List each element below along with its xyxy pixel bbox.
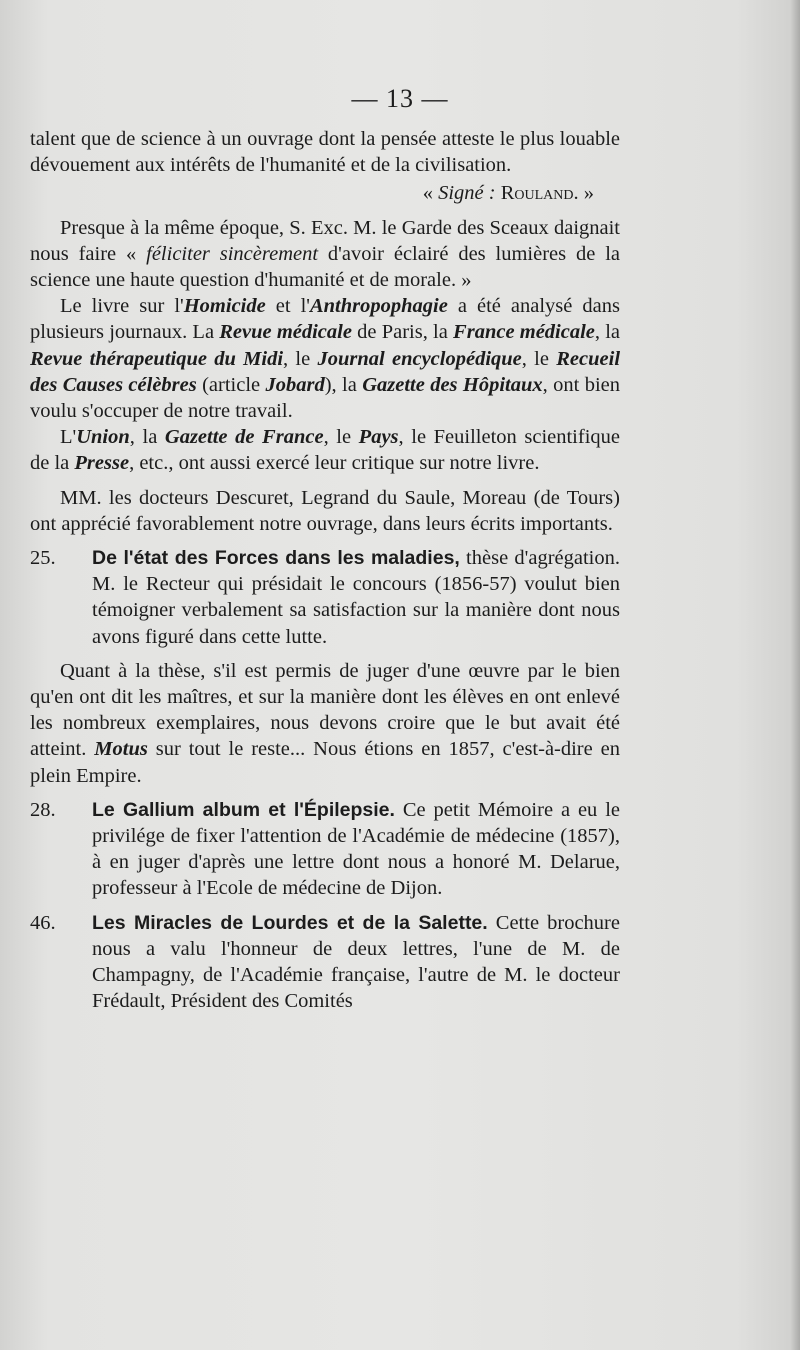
- signature-name: Rouland.: [500, 182, 579, 205]
- paragraph-garde-des-sceaux: Presque à la même époque, S. Exc. M. le Garde des Sceaux daignait nous faire « féliciter sincèrement d'avoir éclairé des lumières de la science une haute question d'humanité et de morale. »: [30, 216, 620, 292]
- paragraph-journaux: Le livre sur l'Homicide et l'Anthropophagie a été analysé dans plusieurs journaux. La Revue médicale de Paris, la France médicale, la Revue thérapeutique du Midi, le Journal encyclopédique, le Recueil des Causes célèbres (article Jobard), la Gazette des Hôpitaux, ont bien voulu s'occuper de notre travail.: [30, 295, 621, 423]
- paragraph-these: Quant à la thèse, s'il est permis de juger d'une œuvre par le bien qu'en ont dit les maîtres, et sur la manière dont les élèves en ont enlevé les nombreux exemplaires, nous devons croire que le but avait été atteint. Motus sur tout le reste... Nous étions en 1857, c'est-à-dire en plein Empire.: [30, 659, 620, 787]
- signature-line: « Signé : Rouland. »: [422, 182, 594, 205]
- item-number: 25.: [30, 547, 56, 570]
- list-item-28: 28. Le Gallium album et l'Épilepsie. Ce petit Mémoire a eu le privilége de fixer l'attention de l'Académie de médecine (1857), à en juger d'après une lettre dont nous a honoré M. Delarue, professeur à l'Ecole de médecine de Dijon.: [30, 798, 621, 900]
- paragraph-continuation: talent que de science à un ouvrage dont la pensée atteste le plus louable dévouement aux intérêts de l'humanité et de la civilisation.: [30, 128, 620, 177]
- item-title: De l'état des Forces dans les maladies,: [92, 547, 460, 570]
- item-number: 46.: [30, 911, 56, 934]
- paragraph-docteurs: MM. les docteurs Descuret, Legrand du Saule, Moreau (de Tours) ont apprécié favorablement notre ouvrage, dans leurs écrits importants.: [30, 486, 620, 535]
- signature-label: Signé :: [438, 182, 496, 205]
- item-title: Les Miracles de Lourdes et de la Salette.: [92, 911, 488, 934]
- item-number: 28.: [30, 798, 56, 821]
- page-number: — 13 —: [351, 84, 449, 113]
- paragraph-union: L'Union, la Gazette de France, le Pays, le Feuilleton scientifique de la Presse, etc., ont aussi exercé leur critique sur notre livre.: [30, 426, 620, 475]
- list-item-25: 25. De l'état des Forces dans les maladies, thèse d'agrégation. M. le Recteur qui présidait le concours (1856-57) voulut bien témoigner verbalement sa satisfaction sur la manière dont nous avons figuré dans cette lutte.: [30, 547, 620, 648]
- body-text: [30, 126, 620, 1015]
- item-title: Le Gallium album et l'Épilepsie.: [92, 798, 395, 821]
- list-item-46: 46. Les Miracles de Lourdes et de la Salette. Cette brochure nous a valu l'honneur de deux lettres, l'une de M. de Champagny, de l'Académie française, l'autre de M. le docteur Frédault, Président des Comités: [30, 911, 620, 1013]
- page-edge-shadow: [790, 0, 800, 1350]
